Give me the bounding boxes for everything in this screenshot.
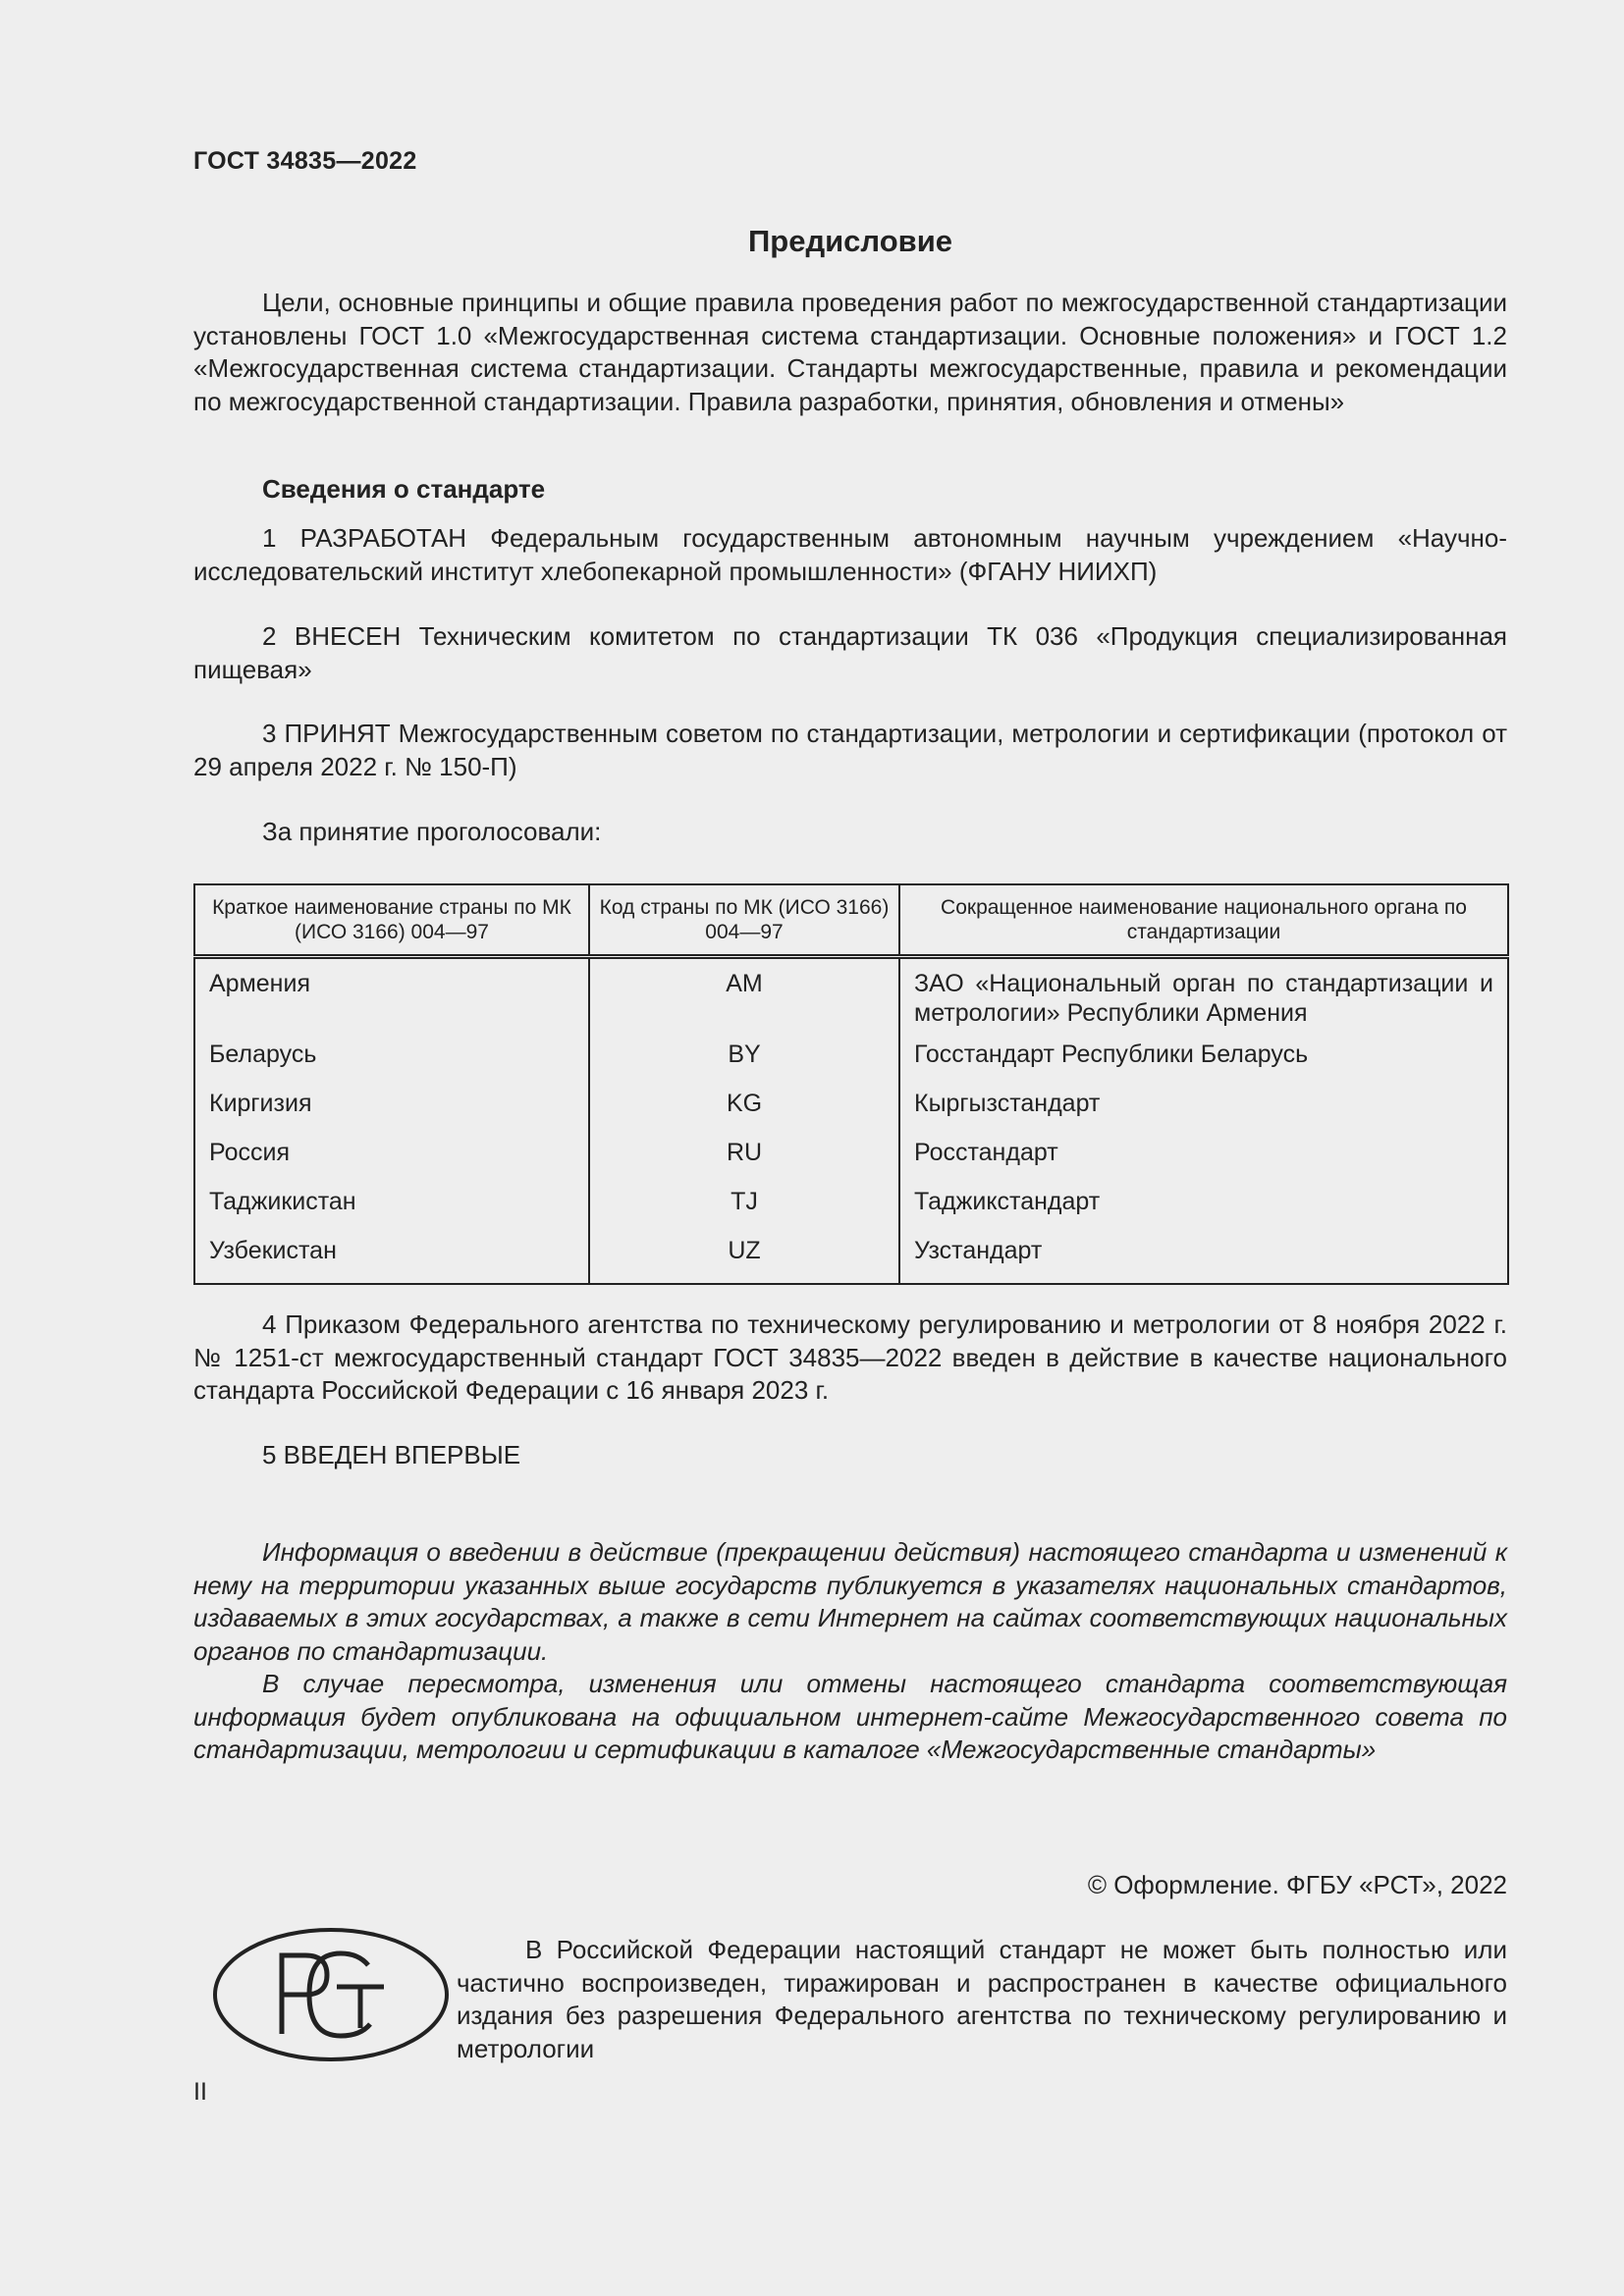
table-header-authority: Сокращенное наименование национального органа по стандартизации <box>899 884 1508 957</box>
logo-letter-p <box>282 1955 327 2034</box>
page-title: Предисловие <box>747 224 952 258</box>
item-2-paragraph: 2 ВНЕСЕН Техническим комитетом по стандартизации ТК 036 «Продукция специализированная пищевая» <box>193 621 1507 684</box>
table-row <box>194 957 1508 1035</box>
cell-authority: Госстандарт Республики Беларусь <box>899 1034 1508 1083</box>
table-row <box>194 1132 1508 1181</box>
cell-code: UZ <box>589 1230 899 1284</box>
cell-country: Россия <box>194 1132 589 1181</box>
pct-certification-logo-icon <box>211 1926 451 2063</box>
info-block <box>193 1536 1507 1767</box>
table-header-code: Код страны по МК (ИСО 3166) 004—97 <box>589 884 899 957</box>
cell-authority: Кыргызстандарт <box>899 1083 1508 1132</box>
cell-code: AM <box>589 957 899 1035</box>
cell-code: BY <box>589 1034 899 1083</box>
table-row <box>194 1230 1508 1284</box>
table-header-row <box>194 884 1508 957</box>
cell-authority: ЗАО «Национальный орган по стандартизации и метрологии» Республики Армения <box>899 957 1508 1035</box>
document-code-header: ГОСТ 34835—2022 <box>193 147 417 175</box>
item-3-block <box>193 718 1507 783</box>
table-row <box>194 1083 1508 1132</box>
item-5-paragraph: 5 ВВЕДЕН ВПЕРВЫЕ <box>262 1440 521 1469</box>
item-5-block <box>193 1439 1507 1472</box>
intro-block <box>193 287 1507 418</box>
voted-block <box>193 816 1507 849</box>
page-number: II <box>193 2078 207 2106</box>
section-heading: Сведения о стандарте <box>262 474 546 504</box>
cell-code: TJ <box>589 1181 899 1230</box>
logo-letter-t <box>337 1987 384 2028</box>
info-paragraph-2: В случае пересмотра, изменения или отмены настоящего стандарта соответствующая информация будет опубликована на официальном интернет-сайте Межгосударственного совета по стандартизации, метрологии и сертификации в каталоге «Межгосударственные стандарты» <box>193 1669 1507 1764</box>
cell-code: KG <box>589 1083 899 1132</box>
cell-country: Таджикистан <box>194 1181 589 1230</box>
cell-country: Армения <box>194 957 589 1035</box>
cell-authority: Узстандарт <box>899 1230 1508 1284</box>
item-2-block <box>193 620 1507 686</box>
info-paragraph-1: Информация о введении в действие (прекращении действия) настоящего стандарта и изменений к нему на территории указанных выше государств публикуется в указателях национальных стандартов, издаваемых в этих государствах, а также в сети Интернет на сайтах соответствующих национальных органов по стандартизации. <box>193 1537 1507 1666</box>
item-4-paragraph: 4 Приказом Федерального агентства по техническому регулированию и метрологии от 8 ноября 2022 г. № 1251-ст межгосударственный стандарт ГОСТ 34835—2022 введен в действие в качестве национального стандарта Российской Федерации с 16 января 2023 г. <box>193 1309 1507 1405</box>
table-row <box>194 1034 1508 1083</box>
notice-paragraph: В Российской Федерации настоящий стандарт не может быть полностью или частично воспроизведен, тиражирован и распространен в качестве официального издания без разрешения Федерального агентства по техническому регулированию и метрологии <box>457 1935 1507 2063</box>
item-1-paragraph: 1 РАЗРАБОТАН Федеральным государственным автономным научным учреждением «Научно-исследовательский институт хлебопекарной промышленности» (ФГАНУ НИИХП) <box>193 523 1507 586</box>
cell-authority: Таджикстандарт <box>899 1181 1508 1230</box>
cell-authority: Росстандарт <box>899 1132 1508 1181</box>
voted-paragraph: За принятие проголосовали: <box>262 817 602 846</box>
item-1-block <box>193 522 1507 588</box>
cell-country: Киргизия <box>194 1083 589 1132</box>
item-4-block <box>193 1308 1507 1408</box>
copyright-line: © Оформление. ФГБУ «РСТ», 2022 <box>1087 1870 1507 1899</box>
table-row <box>194 1181 1508 1230</box>
intro-paragraph: Цели, основные принципы и общие правила проведения работ по межгосударственной стандартизации установлены ГОСТ 1.0 «Межгосударственная система стандартизации. Основные положения» и ГОСТ 1.2 «Межгосударственная система стандартизации. Стандарты межгосударственные, правила и рекомендации по межгосударственной стандартизации. Правила разработки, принятия, обновления и отмены» <box>193 288 1507 416</box>
country-table <box>193 883 1509 1285</box>
cell-country: Беларусь <box>194 1034 589 1083</box>
table-header-country: Краткое наименование страны по МК (ИСО 3166) 004—97 <box>194 884 589 957</box>
reproduction-notice <box>457 1934 1507 2065</box>
item-3-paragraph: 3 ПРИНЯТ Межгосударственным советом по стандартизации, метрологии и сертификации (протокол от 29 апреля 2022 г. № 150-П) <box>193 719 1507 781</box>
cell-code: RU <box>589 1132 899 1181</box>
section-heading-block <box>193 473 1507 507</box>
cell-country: Узбекистан <box>194 1230 589 1284</box>
